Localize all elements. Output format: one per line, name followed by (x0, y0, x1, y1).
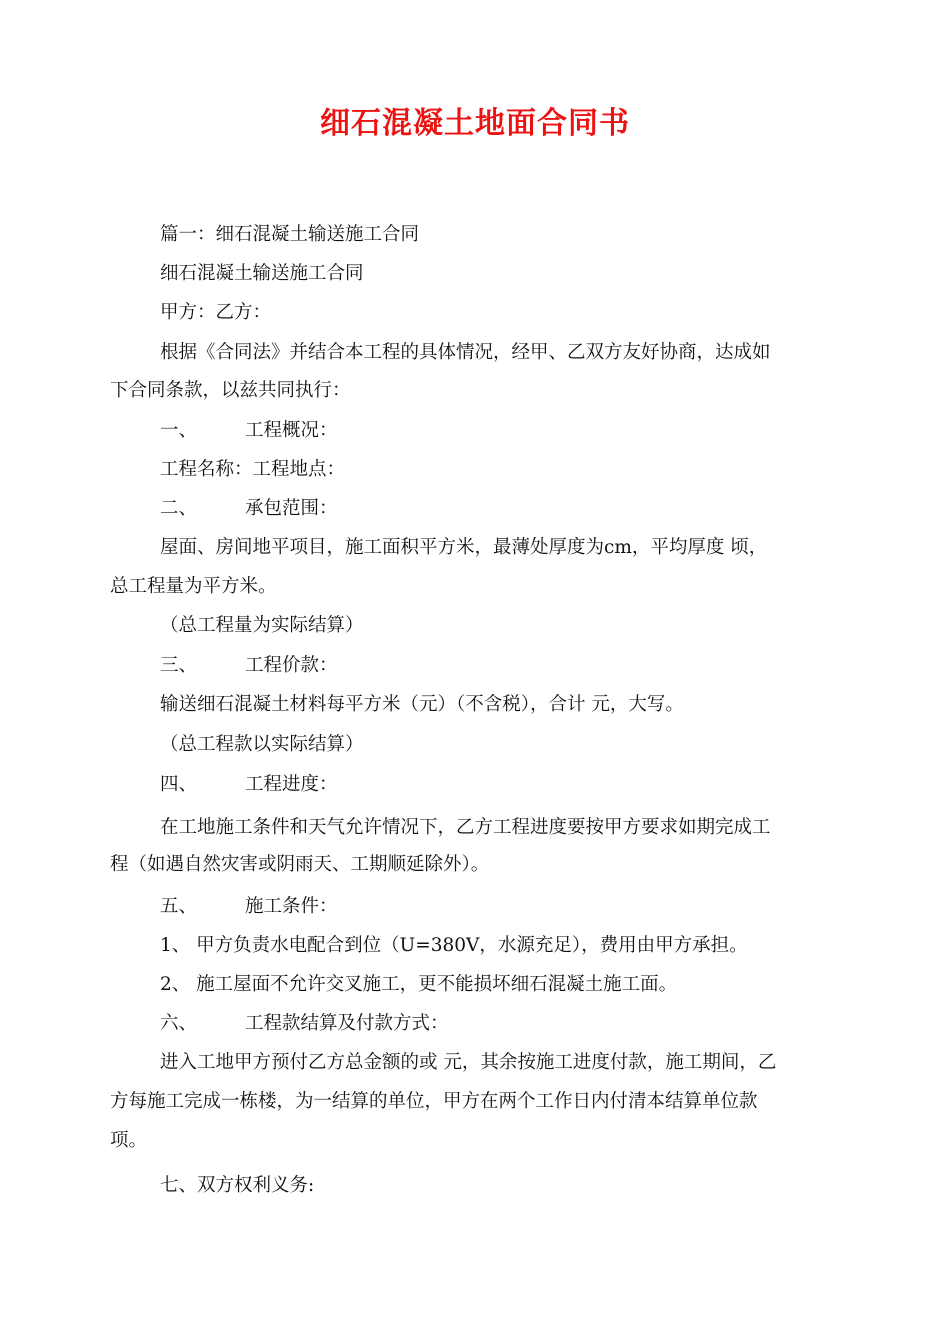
clause-5-heading (160, 895, 338, 919)
clause-number: 四、 (160, 774, 198, 795)
scope-line-1: 屋面、房间地平项目，施工面积平方米，最薄处厚度为cm，平均厚度 顷， (160, 537, 768, 558)
condition-item-2: 2、 施工屋面不允许交叉施工，更不能损坏细石混凝土施工面。 (160, 974, 678, 995)
price-line: 输送细石混凝土材料每平方米（元）（不含税），合计 元，大写。 (160, 694, 684, 715)
clause-number: 三、 (160, 655, 198, 676)
condition-item-1: 1、 甲方负责水电配合到位（U=380V，水源充足），费用由甲方承担。 (160, 935, 748, 956)
clause-title: 工程进度： (245, 774, 338, 795)
clause-2-heading (160, 497, 338, 521)
scope-note: （总工程量为实际结算） (160, 615, 364, 636)
price-note: （总工程款以实际结算） (160, 734, 364, 755)
payment-line-2: 方每施工完成一栋楼，为一结算的单位，甲方在两个工作日内付清本结算单位款 (110, 1091, 758, 1112)
parties-line: 甲方：乙方： (160, 302, 272, 323)
clause-number: 二、 (160, 498, 198, 519)
schedule-line-1: 在工地施工条件和天气允许情况下，乙方工程进度要按甲方要求如期完成工 (160, 817, 771, 838)
schedule-line-2: 程（如遇自然灾害或阴雨天、工期顺延除外）。 (110, 854, 490, 875)
project-name-line: 工程名称：工程地点： (160, 459, 346, 480)
section-heading-part1: 篇一：细石混凝土输送施工合同 (160, 224, 420, 245)
clause-number: 六、 (160, 1013, 198, 1034)
clause-number: 五、 (160, 896, 198, 917)
clause-1-heading (160, 419, 338, 443)
clause-title: 工程价款： (245, 655, 338, 676)
clause-number: 一、 (160, 420, 198, 441)
clause-title: 承包范围： (245, 498, 338, 519)
payment-line-1: 进入工地甲方预付乙方总金额的或 元，其余按施工进度付款，施工期间，乙 (160, 1052, 777, 1073)
clause-6-heading (160, 1012, 449, 1036)
clause-7-heading: 七、双方权利义务: (160, 1175, 315, 1196)
payment-line-3: 项。 (110, 1130, 148, 1151)
document-title: 细石混凝土地面合同书 (320, 106, 630, 141)
preamble-line-2: 下合同条款，以兹共同执行： (110, 380, 351, 401)
clause-title: 工程款结算及付款方式： (245, 1013, 449, 1034)
clause-title: 工程概况： (245, 420, 338, 441)
preamble-line-1: 根据《合同法》并结合本工程的具体情况，经甲、乙双方友好协商，达成如 (160, 342, 771, 363)
clause-title: 施工条件： (245, 896, 338, 917)
contract-name: 细石混凝土输送施工合同 (160, 263, 364, 284)
clause-3-heading (160, 654, 338, 678)
clause-4-heading (160, 773, 338, 797)
scope-line-2: 总工程量为平方米。 (110, 576, 277, 597)
